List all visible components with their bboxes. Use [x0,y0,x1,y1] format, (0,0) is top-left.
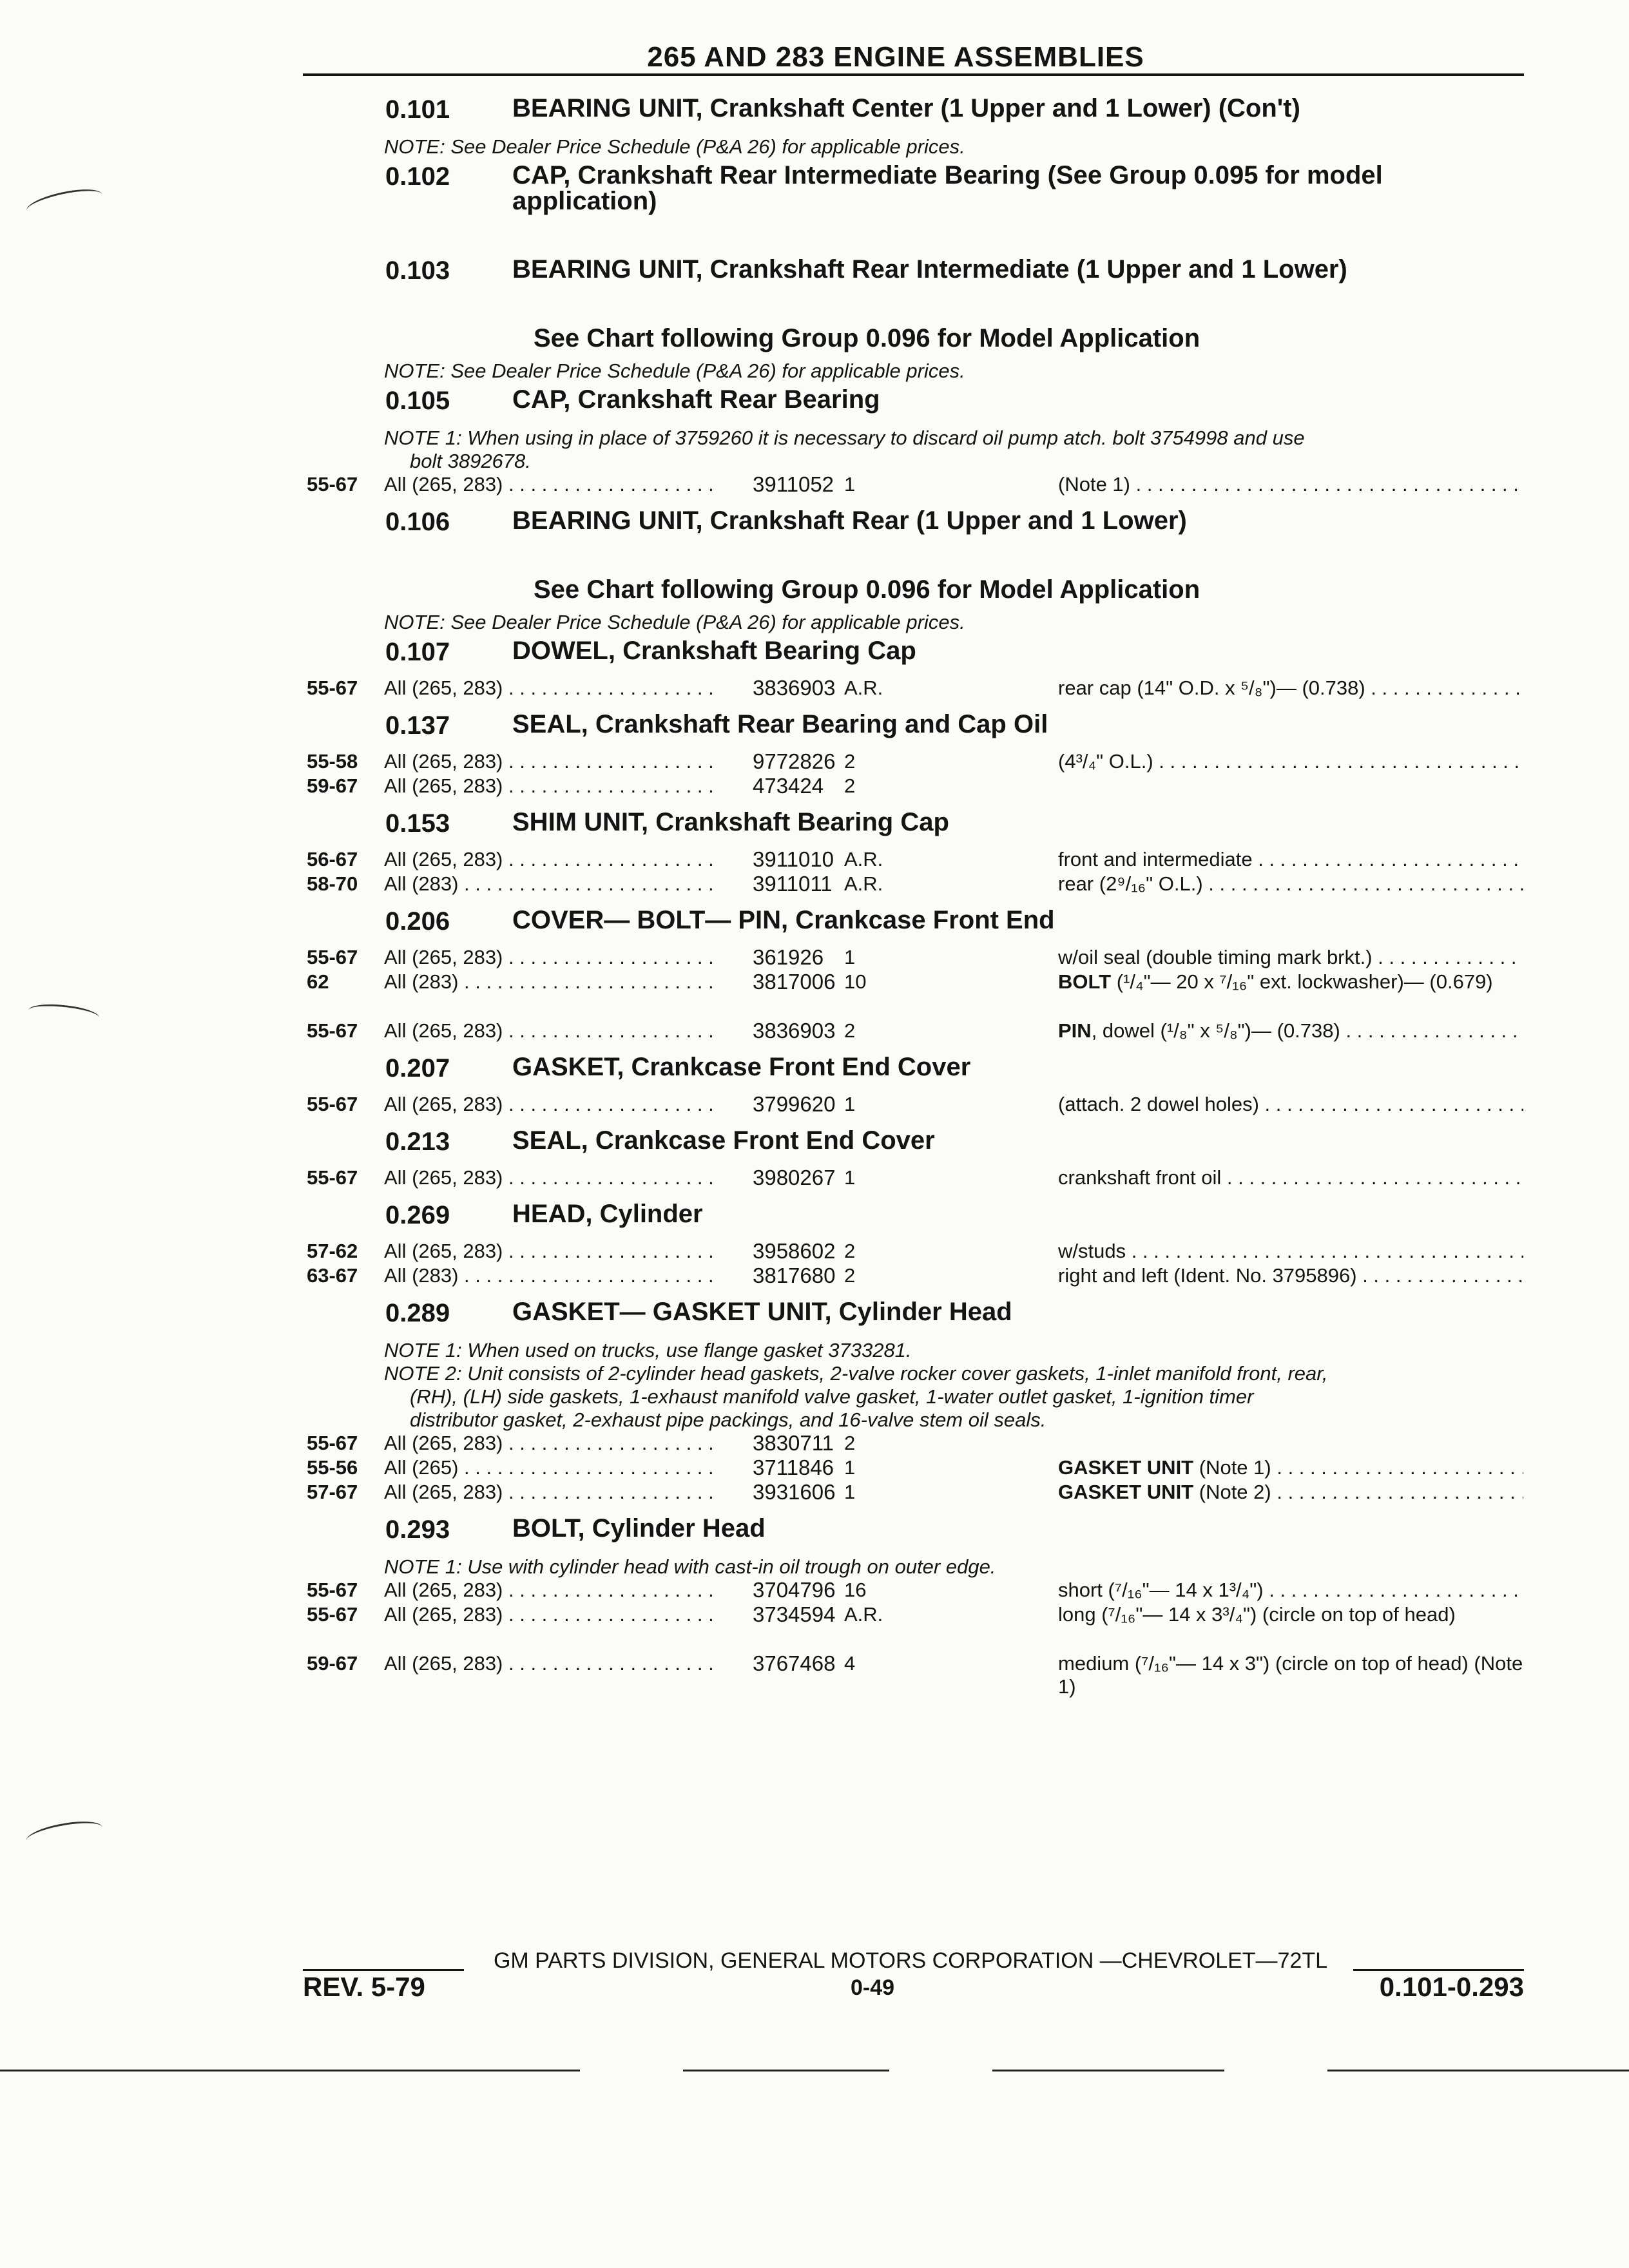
group-number: 0.207 [385,1054,450,1082]
engine-models: All (265, 283) . . . [384,677,719,700]
note-line: NOTE 1: When used on trucks, use flange gasket 3733281. [384,1339,912,1361]
engine-models: All (283) . . . [384,872,719,896]
group-heading [0,504,1629,546]
parts-row [0,848,1629,872]
quantity: 10 [844,970,867,993]
model-years: 62 [307,970,329,993]
model-years: 55-67 [307,1093,358,1115]
part-number: 361926 [753,945,824,969]
quantity: 1 [844,1481,856,1503]
quantity: 2 [844,1019,856,1042]
engine-models: All (283) . . . [384,970,719,994]
engine-models: All (265, 283) . . . [384,1652,719,1675]
engine-models: All (265, 283) . . . [384,473,719,496]
engine-models: All (265, 283) . . . [384,1019,719,1043]
group-title: GASKET— GASKET UNIT, Cylinder Head [512,1298,1012,1326]
quantity: A.R. [844,677,883,699]
part-description: long (⁷/₁₆"— 14 x 3³/₄") (circle on top of head) [1058,1603,1456,1626]
parts-row [0,946,1629,970]
group-title: CAP, Crankshaft Rear Intermediate Bearing (See Group 0.095 for model application) [512,161,1383,215]
group-title: DOWEL, Crankshaft Bearing Cap [512,637,916,665]
parts-row [0,1019,1629,1044]
group-title: BOLT, Cylinder Head [512,1514,766,1542]
model-years: 63-67 [307,1264,358,1287]
group-section [0,1512,1629,1701]
parts-rows [0,473,1629,497]
part-number: 3931606 [753,1480,836,1504]
parts-row [0,1432,1629,1456]
group-heading [0,91,1629,134]
engine-models: All (265, 283) . . . [384,774,719,798]
group-heading [0,707,1629,750]
part-number: 3817680 [753,1264,836,1287]
revision-label: REV. 5-79 [303,1972,425,2002]
parts-row [0,1166,1629,1191]
note-line: (RH), (LH) side gaskets, 1-exhaust manifold valve gasket, 1-water outlet gasket, 1-ignition timer [410,1385,1254,1408]
part-description: (attach. 2 dowel holes) . . . [1058,1093,1523,1116]
engine-models: All (265, 283) . . . [384,750,719,773]
description-keyword: GASKET UNIT [1058,1456,1194,1479]
scan-rule [1327,2070,1629,2071]
group-heading [0,805,1629,848]
footer-division: GM PARTS DIVISION, GENERAL MOTORS CORPORATION —CHEVROLET—72TL [493,1948,1328,1973]
parts-rows [0,1166,1629,1191]
quantity: 1 [844,1093,856,1115]
group-heading [0,634,1629,677]
model-years: 55-67 [307,1019,358,1042]
part-description: rear (2⁹/₁₆" O.L.) . . . [1058,872,1523,896]
margin-mark [24,1817,104,1851]
note-line: NOTE: See Dealer Price Schedule (P&A 26) for applicable prices. [384,360,965,382]
parts-row [0,473,1629,497]
group-number: 0.137 [385,711,450,740]
parts-rows [0,946,1629,1044]
part-number: 3704796 [753,1578,836,1602]
parts-row [0,1456,1629,1481]
model-years: 55-67 [307,946,358,968]
engine-models: All (265, 283) . . . [384,1579,719,1602]
model-years: 57-67 [307,1481,358,1503]
group-section [0,1050,1629,1117]
group-title: HEAD, Cylinder [512,1200,703,1228]
part-description: crankshaft front oil . . . [1058,1166,1523,1189]
quantity: 2 [844,1240,856,1262]
parts-row [0,1093,1629,1117]
engine-models: All (265, 283) . . . [384,1432,719,1455]
quantity: A.R. [844,1603,883,1626]
group-section [0,634,1629,701]
group-number: 0.289 [385,1299,450,1327]
model-years: 55-67 [307,1432,358,1454]
group-section [0,805,1629,897]
quantity: A.R. [844,872,883,895]
note-line: distributor gasket, 2-exhaust pipe packings, and 16-valve stem oil seals. [410,1408,1046,1431]
see-chart-note: See Chart following Group 0.096 for Model Application [534,324,1200,352]
note-line: NOTE 2: Unit consists of 2-cylinder head gaskets, 2-valve rocker cover gaskets, 1-inlet manifold front, rear, [384,1362,1328,1385]
model-years: 55-67 [307,1579,358,1601]
note-block [384,1338,1525,1432]
model-years: 55-56 [307,1456,358,1479]
description-keyword: GASKET UNIT [1058,1481,1194,1503]
group-number: 0.107 [385,638,450,666]
group-number: 0.213 [385,1128,450,1156]
part-description: short (⁷/₁₆"— 14 x 1³/₄") . . . [1058,1579,1523,1602]
group-number: 0.101 [385,95,450,124]
parts-list [0,91,1629,1707]
part-description: front and intermediate . . . [1058,848,1523,871]
group-section [0,504,1629,634]
group-title: BEARING UNIT, Crankshaft Rear Intermediate (1 Upper and 1 Lower) [512,255,1347,284]
model-years: 55-67 [307,1166,358,1189]
parts-row [0,1264,1629,1289]
group-number: 0.103 [385,256,450,285]
parts-row [0,872,1629,897]
part-number: 9772826 [753,749,836,773]
group-title: GASKET, Crankcase Front End Cover [512,1053,971,1081]
part-number: 3830711 [753,1431,834,1455]
parts-rows [0,750,1629,799]
group-title: SHIM UNIT, Crankshaft Bearing Cap [512,808,949,836]
part-description: right and left (Ident. No. 3795896) . . . [1058,1264,1523,1287]
group-number: 0.106 [385,508,450,536]
part-number: 3817006 [753,970,836,994]
quantity: 2 [844,774,856,797]
quantity: 2 [844,1432,856,1454]
part-number: 3958602 [753,1239,836,1263]
quantity: 2 [844,1264,856,1287]
group-heading [0,1295,1629,1338]
quantity: 16 [844,1579,867,1601]
group-title: COVER— BOLT— PIN, Crankcase Front End [512,906,1055,934]
group-heading [0,1197,1629,1240]
part-number: 3711846 [753,1456,834,1479]
note-block [384,134,1525,159]
group-number: 0.269 [385,1201,450,1229]
engine-models: All (265, 283) . . . [384,1481,719,1504]
parts-row [0,750,1629,774]
group-number: 0.206 [385,907,450,936]
quantity: 1 [844,1166,856,1189]
part-number: 473424 [753,774,824,798]
group-number: 0.105 [385,387,450,415]
page-title: 265 AND 283 ENGINE ASSEMBLIES [647,41,1144,73]
part-number: 3767468 [753,1651,836,1675]
parts-row [0,1652,1629,1701]
part-description: (Note 1) . . . [1058,473,1523,496]
part-description: (4³/₄" O.L.) . . . [1058,750,1523,773]
group-title: SEAL, Crankcase Front End Cover [512,1126,935,1155]
part-description: BOLT (¹/₄"— 20 x ⁷/₁₆" ext. lockwasher)— (0.679) [1058,970,1493,993]
part-number: 3980267 [753,1166,836,1189]
group-heading [0,903,1629,946]
part-description: w/oil seal (double timing mark brkt.) . . . [1058,946,1523,969]
engine-models: All (265) . . . [384,1456,719,1479]
quantity: A.R. [844,848,883,870]
parts-rows [0,1093,1629,1117]
model-years: 55-58 [307,750,358,773]
group-title: BEARING UNIT, Crankshaft Rear (1 Upper and 1 Lower) [512,506,1187,535]
part-number: 3911052 [753,472,834,496]
engine-models: All (265, 283) . . . [384,1603,719,1626]
group-section [0,159,1629,229]
parts-rows [0,1432,1629,1505]
note-line: NOTE: See Dealer Price Schedule (P&A 26) for applicable prices. [384,135,965,158]
group-title: BEARING UNIT, Crankshaft Center (1 Upper and 1 Lower) (Con't) [512,94,1300,122]
model-years: 55-67 [307,473,358,495]
part-description: GASKET UNIT (Note 2) . . . [1058,1481,1523,1504]
part-number: 3911010 [753,847,834,871]
parts-rows [0,1240,1629,1289]
parts-row [0,774,1629,799]
model-years: 55-67 [307,677,358,699]
group-section [0,1197,1629,1289]
see-chart-note: See Chart following Group 0.096 for Model Application [534,575,1200,604]
description-keyword: BOLT [1058,970,1112,993]
group-section [0,903,1629,1044]
scan-rule [0,2070,580,2071]
engine-models: All (265, 283) . . . [384,1166,719,1189]
group-section [0,91,1629,159]
quantity: 1 [844,946,856,968]
note-line: NOTE 1: Use with cylinder head with cast-in oil trough on outer edge. [384,1555,996,1578]
parts-row [0,1603,1629,1652]
part-description: PIN, dowel (¹/₈" x ⁵/₈")— (0.738) . . . [1058,1019,1523,1043]
group-section [0,1295,1629,1505]
note-block [384,610,1525,634]
group-heading [0,1050,1629,1093]
engine-models: All (265, 283) . . . [384,1093,719,1116]
note-line: NOTE 1: When using in place of 3759260 it is necessary to discard oil pump atch. bolt 3754998 and use [384,427,1305,449]
note-line: NOTE: See Dealer Price Schedule (P&A 26) for applicable prices. [384,611,965,633]
quantity: 2 [844,750,856,773]
engine-models: All (265, 283) . . . [384,946,719,969]
group-section [0,253,1629,383]
footer-rule-left [303,1969,464,1971]
engine-models: All (283) . . . [384,1264,719,1287]
group-section [0,383,1629,497]
scan-rule [992,2070,1224,2071]
engine-models: All (265, 283) . . . [384,848,719,871]
parts-row [0,677,1629,701]
parts-row [0,970,1629,1019]
part-number: 3734594 [753,1602,836,1626]
group-title: CAP, Crankshaft Rear Bearing [512,385,880,414]
part-number: 3836903 [753,1019,836,1043]
part-description: GASKET UNIT (Note 1) . . . [1058,1456,1523,1479]
quantity: 1 [844,473,856,495]
part-number: 3799620 [753,1092,836,1116]
model-years: 56-67 [307,848,358,870]
group-number: 0.153 [385,809,450,838]
group-heading [0,1512,1629,1554]
part-number: 3911011 [753,872,833,896]
footer-rule-right [1353,1969,1524,1971]
part-description: rear cap (14" O.D. x ⁵/₈")— (0.738) . . . [1058,677,1523,700]
parts-row [0,1240,1629,1264]
part-description: medium (⁷/₁₆"— 14 x 3") (circle on top of head) (Note 1) [1058,1652,1523,1698]
parts-rows [0,1579,1629,1701]
header-rule [303,73,1524,76]
group-title: SEAL, Crankshaft Rear Bearing and Cap Oil [512,710,1048,738]
note-block [384,425,1525,473]
model-years: 58-70 [307,872,358,895]
scan-rule [683,2070,889,2071]
group-heading [0,253,1629,295]
quantity: 4 [844,1652,856,1675]
part-number: 3836903 [753,676,836,700]
group-section [0,1124,1629,1191]
engine-models: All (265, 283) . . . [384,1240,719,1263]
parts-rows [0,677,1629,701]
group-number: 0.102 [385,162,450,191]
group-number: 0.293 [385,1515,450,1544]
note-block [384,358,1525,383]
group-heading [0,159,1629,229]
page-number: 0-49 [851,1975,895,2000]
group-range: 0.101-0.293 [1379,1972,1524,2002]
model-years: 55-67 [307,1603,358,1626]
note-block [384,1554,1525,1579]
description-keyword: PIN [1058,1019,1092,1042]
parts-row [0,1481,1629,1505]
group-heading [0,383,1629,425]
group-heading [0,1124,1629,1166]
parts-row [0,1579,1629,1603]
part-description: w/studs . . . [1058,1240,1523,1263]
group-section [0,707,1629,799]
parts-rows [0,848,1629,897]
note-line: bolt 3892678. [410,450,531,472]
model-years: 57-62 [307,1240,358,1262]
quantity: 1 [844,1456,856,1479]
model-years: 59-67 [307,774,358,797]
model-years: 59-67 [307,1652,358,1675]
